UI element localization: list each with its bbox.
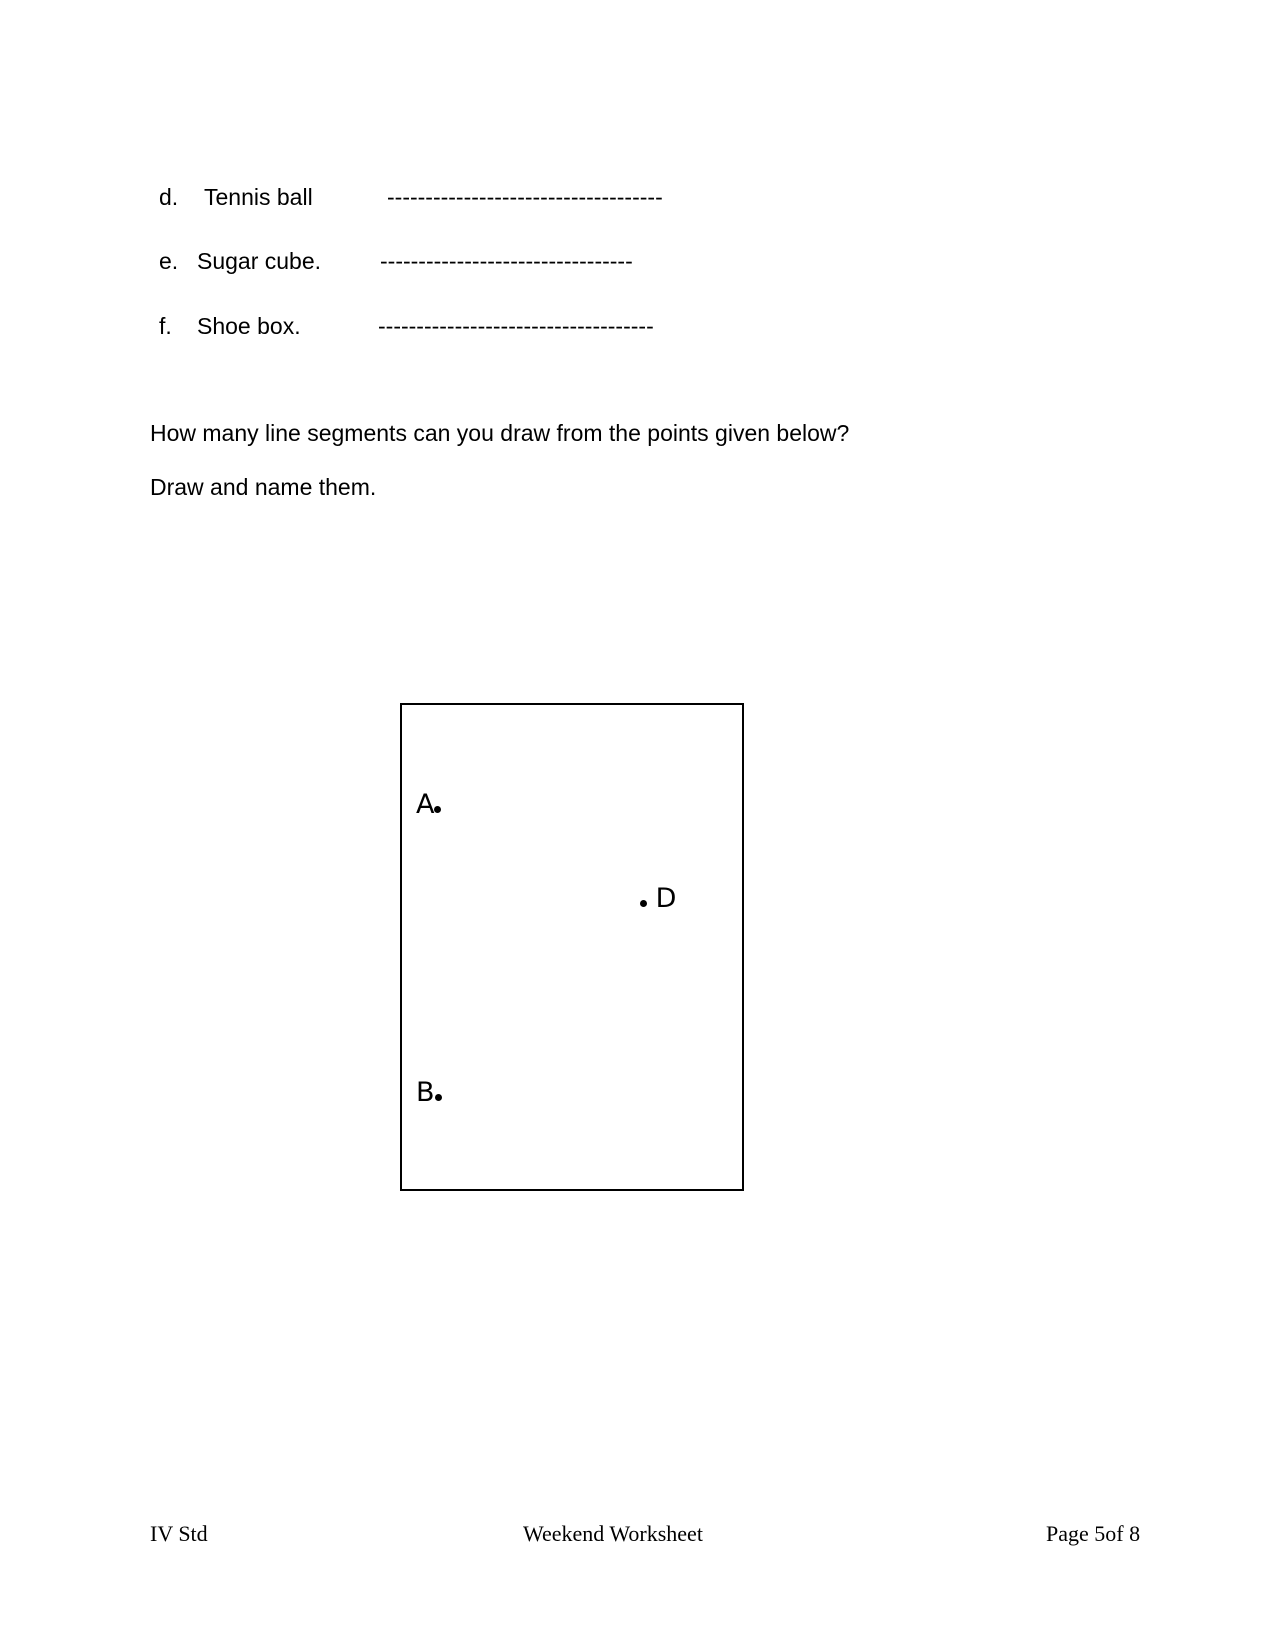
item-letter: d. [159,184,179,210]
points-box [400,703,744,1191]
item-letter: e. [159,248,179,274]
point-a-dot [434,806,441,813]
point-d-label: D [655,883,677,914]
footer-center: Weekend Worksheet [523,1521,703,1546]
point-a-label: A [416,789,435,820]
point-d [640,883,676,915]
point-b-label: B [416,1077,435,1108]
footer-left: IV Std [150,1521,208,1546]
point-d-dot [640,900,647,907]
answer-blank: ------------------------------------ [387,184,663,210]
answer-blank: --------------------------------- [380,248,633,274]
item-text: Sugar cube. [197,248,322,274]
point-b [416,1077,442,1109]
item-letter: f. [159,313,172,339]
question-line-1: How many line segments can you draw from the points given below? [150,420,850,446]
answer-blank: ------------------------------------ [378,313,654,339]
item-text: Tennis ball [204,184,313,210]
footer-right: Page 5of 8 [1046,1521,1141,1546]
item-text: Shoe box. [197,313,301,339]
point-a [416,789,441,821]
point-b-dot [435,1094,442,1101]
question-line-2: Draw and name them. [150,474,377,500]
